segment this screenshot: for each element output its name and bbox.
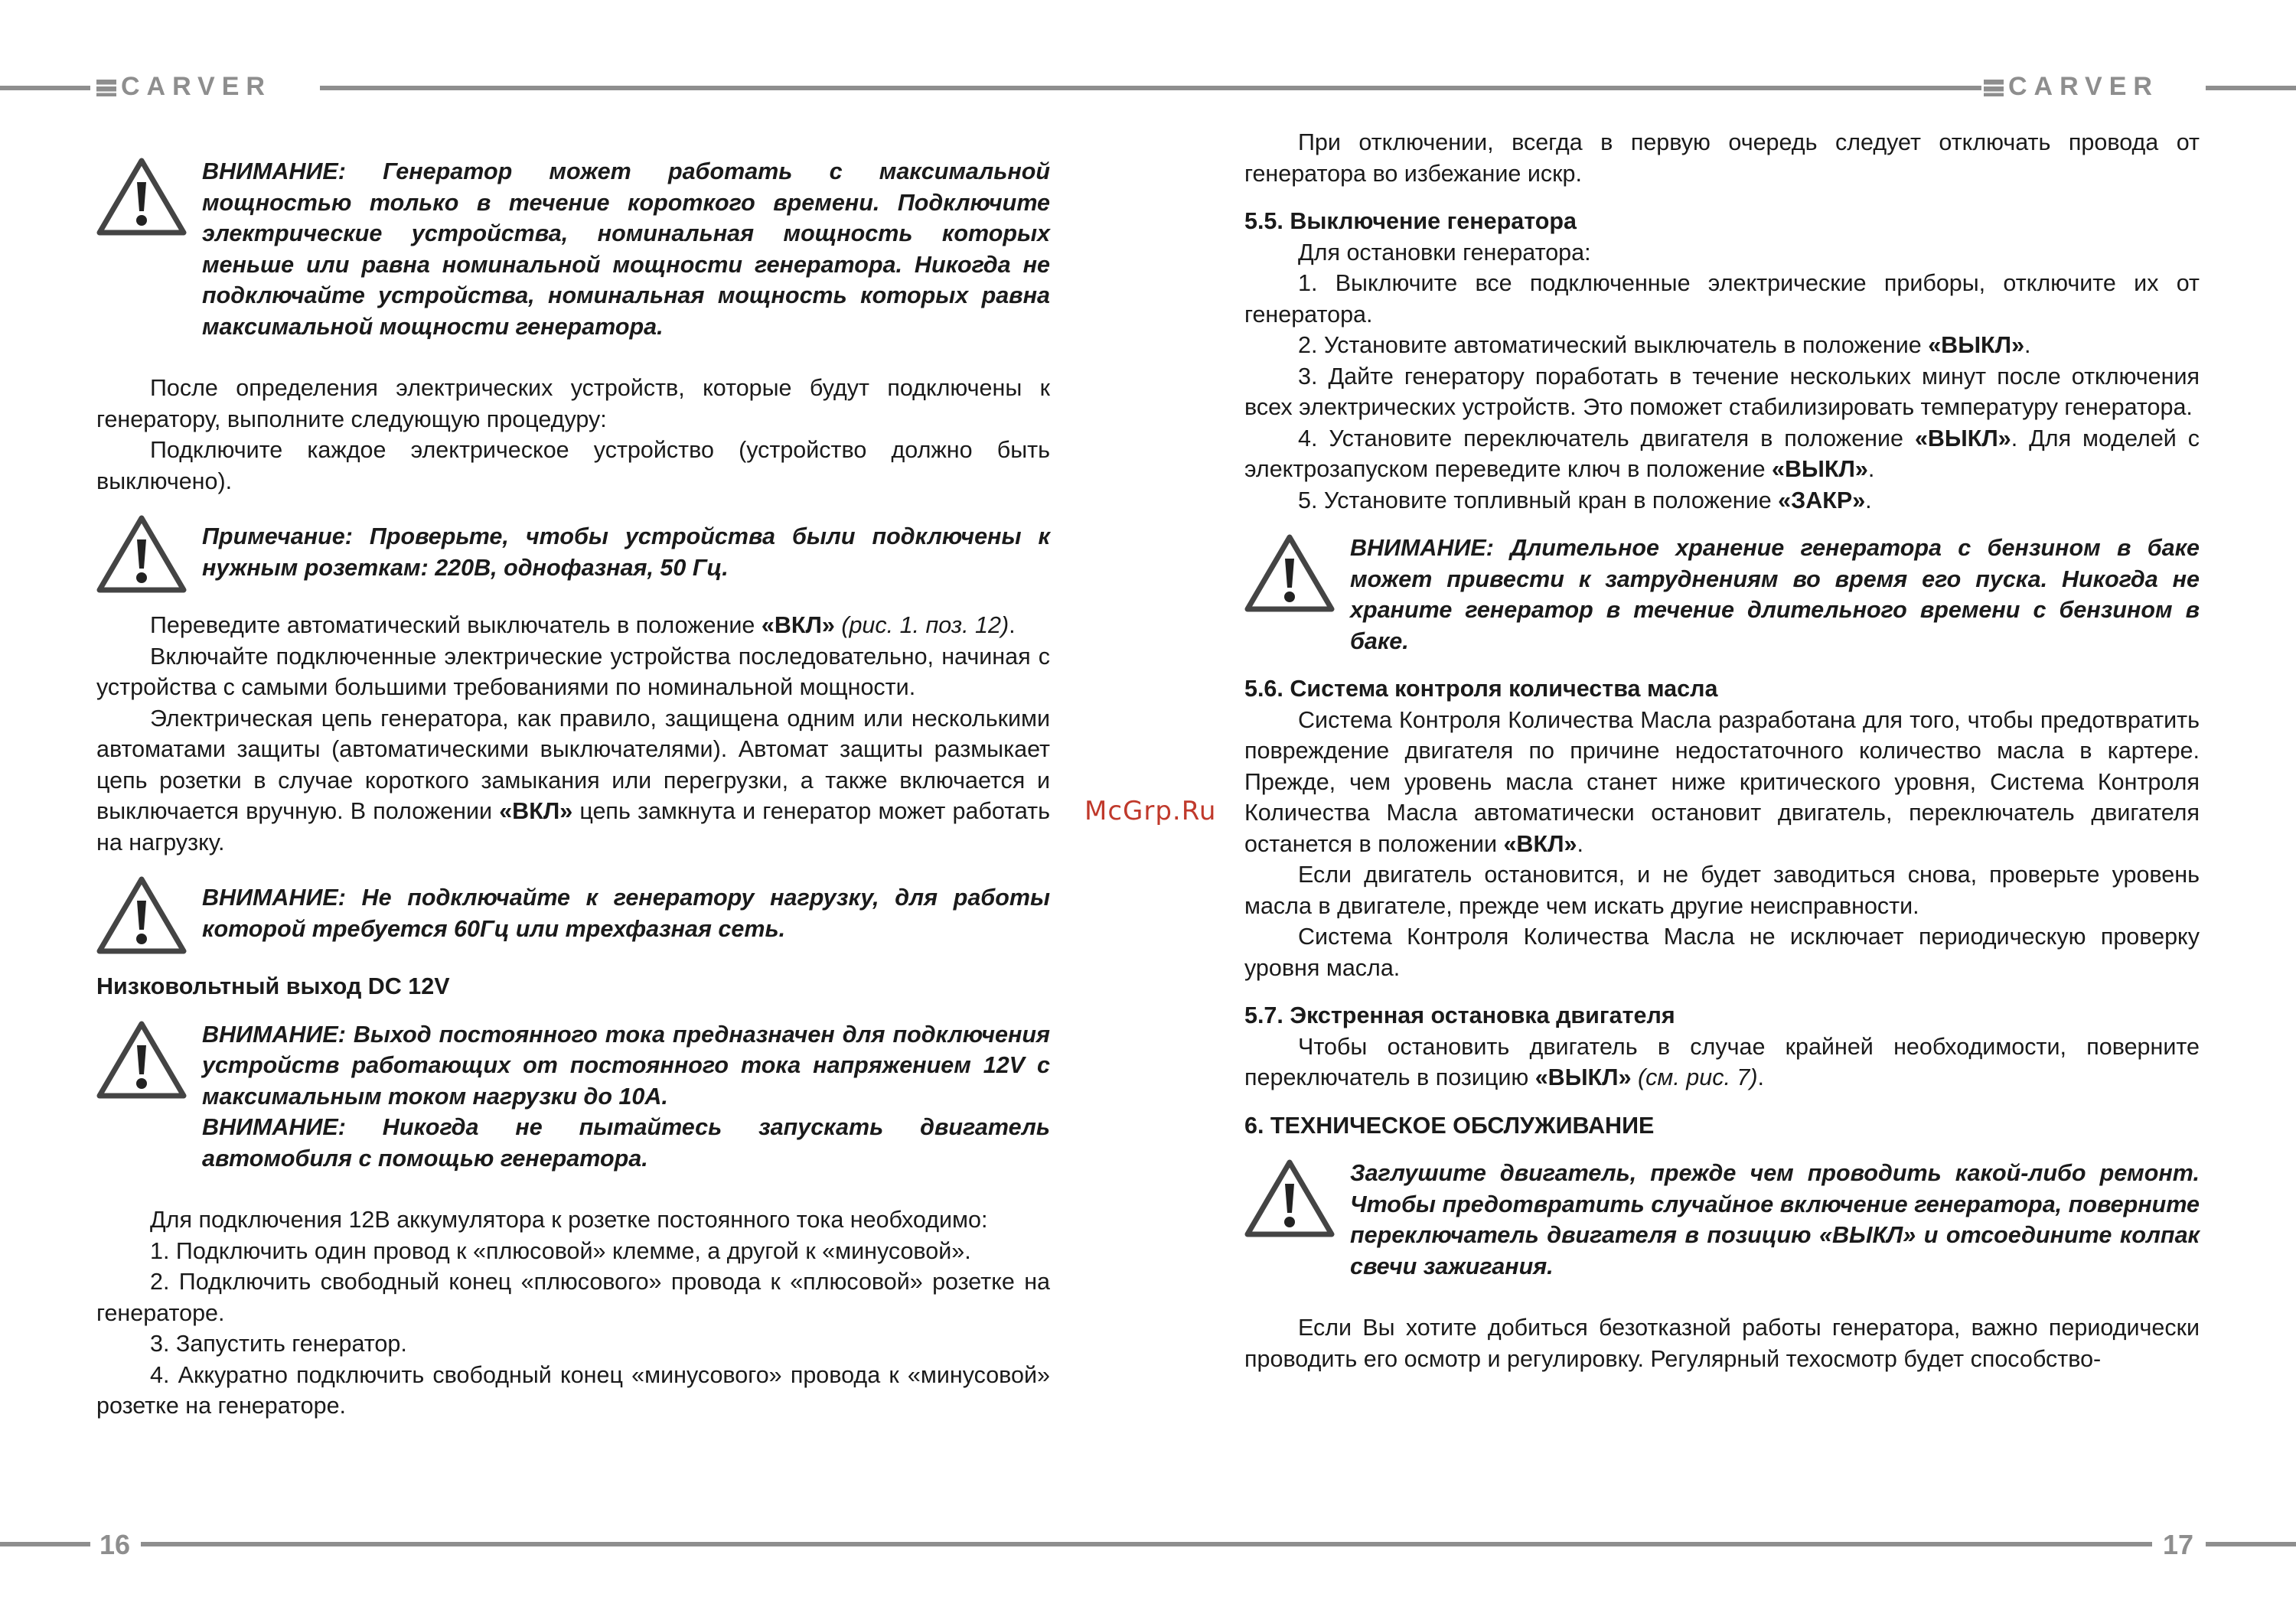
paragraph: Система Контроля Количества Масла разработана для того, чтобы предотвратить повреждение двигателя по причине недостаточного количество масла в картере. Прежде, чем уровень масла станет ниже критического уровня, Система Контроля Количества Масла автоматически остановит двигатель, переключатель двигателя останется в положении «ВКЛ». (1244, 706, 2200, 857)
list-item: 4. Аккуратно подключить свободный конец «минусового» провода к «минусовой» розетке на генераторе. (96, 1361, 1050, 1419)
warning-block (1244, 533, 2200, 657)
page-number-left: 16 (99, 1529, 131, 1560)
paragraph: Подключите каждое электрическое устройство (устройство должно быть выключено). (96, 437, 1050, 494)
right-column (1244, 127, 2200, 1374)
section-heading: Низковольтный выход DC 12V (96, 973, 450, 999)
section-heading: 5.5. Выключение генератора (1244, 208, 1577, 234)
brand-logo-right: CARVER (1984, 73, 2159, 99)
watermark: McGrp.Ru (1084, 796, 1217, 826)
footer-rule-left (0, 1542, 90, 1546)
warning-text: ВНИМАНИЕ: Не подключайте к генератору нагрузку, для работы которой требуется 60Гц или трехфазная сеть. (202, 885, 1050, 942)
list-item: 3. Запустить генератор. (150, 1331, 407, 1357)
left-column (96, 156, 1050, 1422)
list-item: 2. Подключить свободный конец «плюсового» провода к «плюсовой» розетке на генераторе. (96, 1269, 1050, 1326)
paragraph: Включайте подключенные электрические устройства последовательно, начиная с устройства с самыми большими требованиями по номинальной мощности. (96, 643, 1050, 700)
list-item: 4. Установите переключатель двигателя в положение «ВЫКЛ». Для моделей с электрозапуском переведите ключ в положение «ВЫКЛ». (1244, 425, 2200, 482)
warning-block (96, 875, 1050, 954)
warning-block (96, 156, 1050, 342)
warning-icon (96, 156, 187, 236)
warning-block (1244, 1158, 2200, 1282)
paragraph: При отключении, всегда в первую очередь следует отключать провода от генератора во избежание искр. (1244, 129, 2200, 187)
warning-text: ВНИМАНИЕ: Генератор может работать с максимальной мощностью только в течение короткого времени. Подключите электрические устройства, номинальная мощность которых меньше или равна номинальной мощности генератора. Никогда не подключайте устройства, номинальная мощность которых равна максимальной мощности генератора. (202, 158, 1050, 340)
paragraph: Для остановки генератора: (1298, 239, 1591, 266)
paragraph: Если двигатель остановится, и не будет заводиться снова, проверьте уровень масла в двигателе, прежде чем искать другие неисправности. (1244, 862, 2200, 919)
warning-text: ВНИМАНИЕ: Длительное хранение генератора с бензином в баке может привести к затруднениям во время его пуска. Никогда не храните генератор в течение длительного времени с бензином в баке. (1350, 535, 2200, 654)
section-heading: 5.7. Экстренная остановка двигателя (1244, 1002, 1675, 1028)
paragraph: Если Вы хотите добиться безотказной работы генератора, важно периодически проводить его осмотр и регулировку. Регулярный техосмотр будет способство- (1244, 1315, 2200, 1372)
warning-text: ВНИМАНИЕ: Выход постоянного тока предназначен для подключения устройств работающих от постоянного тока напряжением 12V с максимальным током нагрузки до 10А. (202, 1021, 1050, 1110)
footer-rule-right (2206, 1542, 2296, 1546)
warning-icon (96, 1019, 187, 1099)
page-number-right: 17 (2163, 1529, 2194, 1560)
header-rule-left-b (320, 86, 1981, 90)
note-text: Примечание: Проверьте, чтобы устройства были подключены к нужным розеткам: 220В, однофазная, 50 Гц. (202, 523, 1050, 581)
list-item: 1. Выключите все подключенные электрические приборы, отключите их от генератора. (1244, 270, 2200, 328)
brand-mark-icon (96, 80, 116, 96)
list-item: 5. Установите топливный кран в положение «ЗАКР». (1298, 487, 1872, 513)
warning-text: Заглушите двигатель, прежде чем проводить какой-либо ремонт. Чтобы предотвратить случайное включение генератора, поверните переключатель двигателя в позицию «ВЫКЛ» и отсоедините колпак свечи зажигания. (1350, 1160, 2200, 1279)
section-heading: 6. ТЕХНИЧЕСКОЕ ОБСЛУЖИВАНИЕ (1244, 1112, 1655, 1139)
list-item: 1. Подключить один провод к «плюсовой» клемме, а другой к «минусовой». (150, 1237, 971, 1264)
paragraph: Электрическая цепь генератора, как правило, защищена одним или несколькими автоматами защиты (автоматическими выключателями). Автомат защиты размыкает цепь розетки в случае короткого замыкания или перегрузки, а также включается и выключается вручную. В положении «ВКЛ» цепь замкнута и генератор может работать на нагрузку. (96, 705, 1050, 855)
warning-icon (1244, 1158, 1335, 1237)
header-rule-right (2206, 86, 2296, 90)
paragraph: Система Контроля Количества Масла не исключает периодическую проверку уровня масла. (1244, 924, 2200, 981)
footer-rule-middle (141, 1542, 2152, 1546)
brand-mark-icon (1984, 80, 2004, 96)
brand-logo-left: CARVER (96, 73, 272, 99)
paragraph: Переведите автоматический выключатель в положение «ВКЛ» (рис. 1. поз. 12). (150, 612, 1016, 638)
header-rule-left-a (0, 86, 90, 90)
list-item: 2. Установите автоматический выключатель в положение «ВЫКЛ». (1298, 332, 2031, 358)
paragraph: Чтобы остановить двигатель в случае крайней необходимости, поверните переключатель в позицию «ВЫКЛ» (см. рис. 7). (1244, 1033, 2200, 1090)
warning-icon (96, 875, 187, 954)
paragraph: Для подключения 12В аккумулятора к розетке постоянного тока необходимо: (150, 1207, 988, 1233)
warning-text: ВНИМАНИЕ: Никогда не пытайтесь запускать двигатель автомобиля с помощью генератора. (202, 1114, 1050, 1172)
list-item: 3. Дайте генератору поработать в течение нескольких минут после отключения всех электрических устройств. Это поможет стабилизировать температуру генератора. (1244, 363, 2200, 420)
note-block (96, 513, 1050, 593)
warning-icon (96, 513, 187, 593)
section-heading: 5.6. Система контроля количества масла (1244, 676, 1718, 702)
warning-icon (1244, 533, 1335, 612)
paragraph: После определения электрических устройств, которые будут подключены к генератору, выполните следующую процедуру: (96, 375, 1050, 432)
warning-block (96, 1019, 1050, 1175)
